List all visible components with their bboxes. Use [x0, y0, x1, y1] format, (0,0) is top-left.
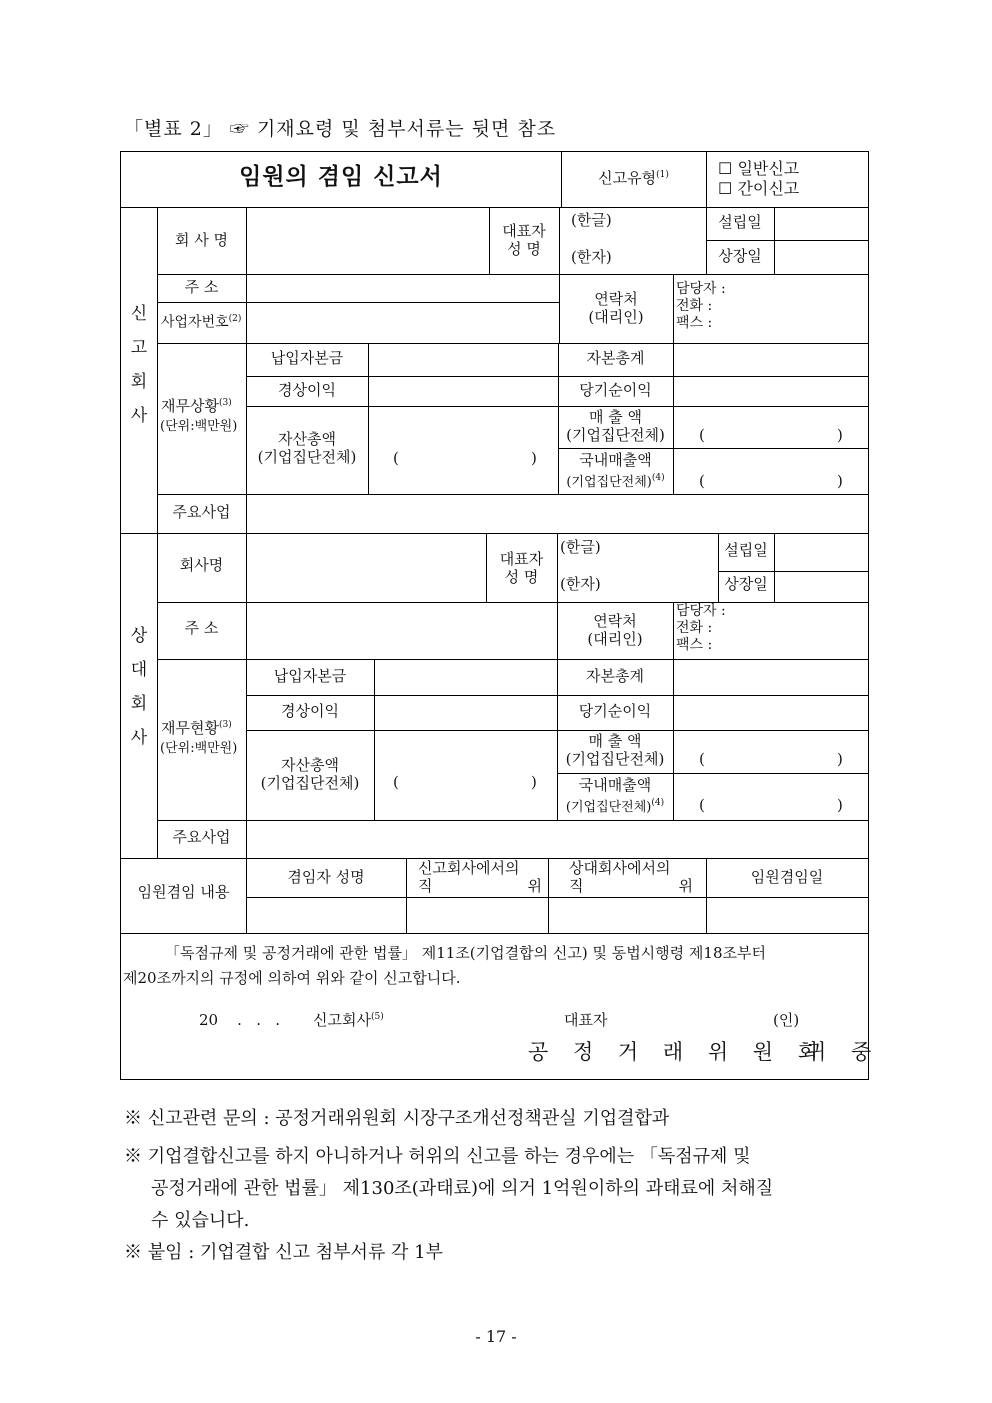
concurrent-office-label: 임원겸임 내용 [137, 883, 230, 901]
finance-label: 재무상황$^{(3)}$ [161, 397, 232, 415]
declaration-reporting-company: 신고회사$^{(5)}$ [313, 1011, 384, 1029]
counterpart-domestic-sales-label: 국내매출액 (기업집단전체)$^{(4)}$ [565, 776, 665, 815]
counterpart-korean-label: (한글) [560, 538, 601, 556]
counterpart-sales-label: 매 출 액 (기업집단전체) [565, 732, 665, 768]
sales-open-paren: ( [699, 426, 705, 444]
appendix-label: 「별표 2」 [124, 118, 223, 140]
declaration-representative: 대표자 [564, 1011, 608, 1029]
note-penalty-1: ※ 기업결합신고를 하지 아니하거나 허위의 신고를 하는 경우에는 「독점규제 및 [124, 1146, 751, 1167]
reporting-company-section-label: 신고회사 [130, 304, 148, 426]
paid-in-capital-label: 납입자본금 [270, 349, 344, 367]
pointer-icon: ☞ [229, 118, 250, 140]
note-penalty-3: 수 있습니다. [151, 1210, 250, 1231]
declaration-honorific: 귀 중 [806, 1040, 881, 1064]
net-income-label: 당기순이익 [579, 381, 652, 399]
checkbox-icon[interactable]: ☐ [718, 159, 733, 178]
checkbox-icon[interactable]: ☐ [718, 179, 733, 198]
reporting-position-header: 신고회사에서의 직 위 [418, 859, 542, 895]
report-type-general[interactable]: ☐ 일반신고 [718, 159, 800, 178]
declaration-line-2: 제20조까지의 규정에 의하여 위와 같이 신고합니다. [123, 969, 461, 987]
note-attachment: ※ 붙임 : 기업결합 신고 첨부서류 각 1부 [124, 1242, 443, 1263]
sales-close-paren: ) [837, 426, 843, 444]
operating-income-label: 경상이익 [278, 381, 336, 399]
counterpart-company-section-label: 상대회사 [130, 626, 148, 748]
counterpart-domestic-sales-open-paren: ( [699, 796, 705, 814]
counterpart-total-assets-label: 자산총액 (기업집단전체) [260, 756, 360, 792]
representative-korean-label: (한글) [571, 211, 612, 229]
listed-label: 상장일 [718, 247, 762, 265]
counterpart-company-name-label: 회사명 [179, 556, 224, 574]
assets-close-paren: ) [531, 449, 537, 467]
counterpart-contact-label: 연락처 (대리인) [587, 612, 643, 648]
counterpart-sales-close-paren: ) [837, 750, 843, 768]
company-name-label: 회 사 명 [174, 231, 228, 249]
note-inquiry: ※ 신고관련 문의 : 공정거래위원회 시장구조개선정책관실 기업결합과 [124, 1108, 670, 1129]
domestic-sales-label: 국내매출액 (기업집단전체)$^{(4)}$ [566, 451, 665, 490]
contact-details: 담당자 : 전화 : 팩스 : [676, 281, 726, 331]
counterpart-main-business-label: 주요사업 [172, 828, 231, 846]
assets-open-paren: ( [393, 449, 399, 467]
business-number-label: 사업자번호$^{(2)}$ [161, 314, 242, 331]
counterpart-assets-open-paren: ( [393, 773, 399, 791]
counterpart-paid-in-capital-label: 납입자본금 [273, 667, 347, 685]
counterpart-address-label: 주 소 [184, 619, 219, 637]
main-business-label: 주요사업 [172, 503, 231, 521]
counterpart-established-label: 설립일 [724, 541, 768, 559]
counterpart-domestic-sales-close-paren: ) [837, 796, 843, 814]
declaration-seal: (인) [773, 1011, 800, 1029]
address-label: 주 소 [184, 278, 219, 296]
counterpart-position-header: 상대회사에서의 직 위 [569, 859, 693, 895]
note-penalty-2: 공정거래에 관한 법률」 제130조(과태료)에 의거 1억원이하의 과태료에 처해질 [151, 1178, 774, 1199]
concurrent-date-header: 임원겸임일 [750, 868, 824, 886]
counterpart-hanja-label: (한자) [560, 575, 601, 593]
counterpart-contact-details: 담당자 : 전화 : 팩스 : [676, 603, 726, 653]
counterpart-finance-label: 재무현황$^{(3)}$ [161, 719, 232, 737]
domestic-sales-close-paren: ) [837, 472, 843, 490]
report-form [120, 151, 881, 1080]
counterpart-finance-unit-label: (단위:백만원) [160, 741, 238, 756]
counterpart-net-income-label: 당기순이익 [578, 702, 652, 720]
counterpart-sales-open-paren: ( [699, 750, 705, 768]
instruction-text: 기재요령 및 첨부서류는 뒷면 참조 [256, 118, 557, 140]
counterpart-representative-label: 대표자 성 명 [499, 550, 544, 586]
total-capital-label: 자본총계 [586, 349, 645, 367]
declaration-line-1: 「독점규제 및 공정거래에 관한 법률」 제11조(기업결합의 신고) 및 동법시행령 제18조부터 [165, 944, 766, 962]
total-assets-label: 자산총액 (기업집단전체) [257, 430, 357, 466]
report-type-label: 신고유형$^{(1)}$ [598, 169, 669, 187]
established-label: 설립일 [718, 213, 762, 231]
counterpart-listed-label: 상장일 [724, 575, 768, 593]
form-header [124, 114, 556, 141]
counterpart-total-capital-label: 자본총계 [586, 667, 644, 685]
form-title: 임원의 겸임 신고서 [239, 164, 443, 190]
page-number: - 17 - [475, 1327, 517, 1346]
concurrent-name-header: 겸임자 성명 [287, 868, 365, 886]
counterpart-operating-income-label: 경상이익 [281, 702, 339, 720]
declaration-recipient: 공 정 거 래 위 원 회 [528, 1040, 828, 1064]
counterpart-assets-close-paren: ) [531, 773, 537, 791]
declaration-date: 20 . . . [199, 1011, 281, 1029]
representative-label: 대표자 성 명 [502, 222, 546, 258]
contact-label: 연락처 (대리인) [588, 290, 644, 326]
representative-hanja-label: (한자) [571, 248, 612, 266]
domestic-sales-open-paren: ( [699, 472, 705, 490]
finance-unit-label: (단위:백만원) [160, 419, 238, 434]
report-type-simple[interactable]: ☐ 간이신고 [718, 179, 800, 198]
sales-label: 매 출 액 (기업집단전체) [566, 408, 665, 444]
